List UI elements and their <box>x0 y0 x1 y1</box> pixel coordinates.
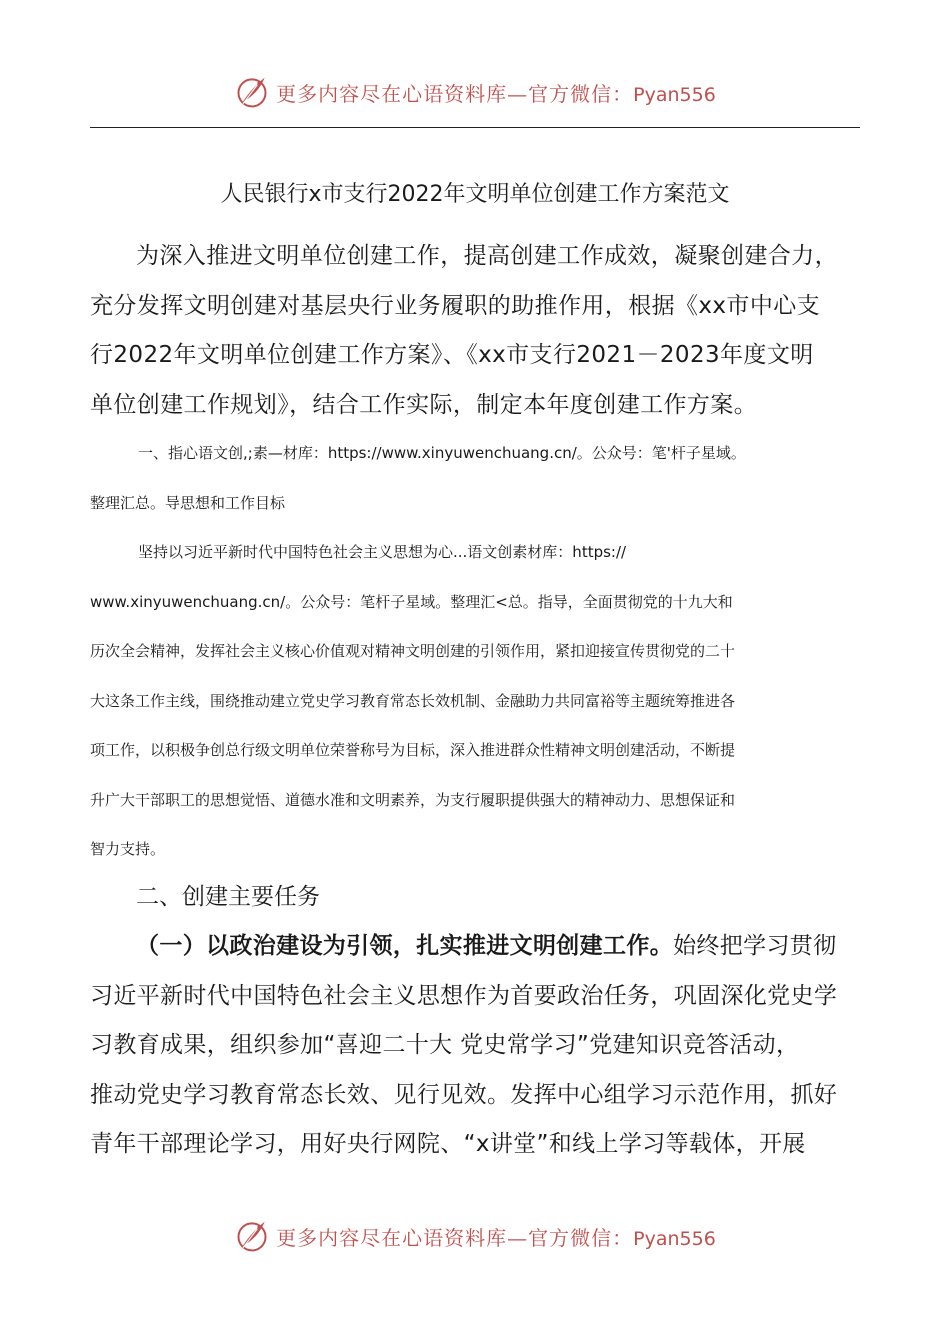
page-title: 人民银行x市支行2022年文明单位创建工作方案范文 <box>220 182 730 207</box>
section1-body-line: 项工作，以积极争创总行级文明单位荣誉称号为目标，深入推进群众性精神文明创建活动，不断提 <box>90 741 736 759</box>
section1-body-line: 智力支持。 <box>90 840 166 858</box>
header-divider <box>90 127 860 128</box>
section1-body-line: 升广大干部职工的思想觉悟、道德水准和文明素养，为支行履职提供强大的精神动力、思想保证和 <box>90 790 736 809</box>
task1-heading: （一）以政治建设为引领，扎实推进文明创建工作。 <box>136 933 674 959</box>
task1-first-line-rest: 始终把学习贯彻 <box>673 933 837 959</box>
banner-text <box>276 1222 716 1251</box>
banner-wechat-id: Pyan556 <box>633 1227 716 1250</box>
task1-first-line <box>90 922 860 972</box>
quill-logo-icon <box>234 1218 270 1254</box>
quill-logo-icon <box>234 74 270 110</box>
banner-wechat-id: Pyan556 <box>633 83 716 106</box>
intro-line: 行2022年文明单位创建工作方案》、《xx市支行2021－2023年度文明 <box>90 342 814 368</box>
section1-body-line: 历次全会精神，发挥社会主义核心价值观对精神文明创建的引领作用，紧扣迎接宣传贯彻党的二十 <box>90 642 736 660</box>
intro-line: 为深入推进文明单位创建工作，提高创建工作成效，凝聚创建合力， <box>136 243 838 269</box>
section1-body-line: 大这条工作主线，围绕推动建立党史学习教育常态长效机制、金融助力共同富裕等主题统筹推进各 <box>90 691 736 710</box>
intro-paragraph <box>90 232 860 430</box>
section1-body <box>90 528 860 875</box>
task1-line: 习教育成果，组织参加“喜迎二十大 党史常学习”党建知识竞答活动， <box>90 1032 800 1058</box>
banner-text-main: 更多内容尽在心语资料库—官方微信： <box>276 81 634 106</box>
banner-text-main: 更多内容尽在心语资料库—官方微信： <box>276 1225 634 1250</box>
task1-line: 推动党史学习教育常态长效、见行见效。发挥中心组学习示范作用，抓好 <box>90 1081 838 1108</box>
task1-paragraph <box>90 922 860 1170</box>
intro-line: 单位创建工作规划》，结合工作实际，制定本年度创建工作方案。 <box>90 391 758 418</box>
footer-banner <box>0 1214 950 1258</box>
banner-text <box>276 78 716 107</box>
section1-body-line: 坚持以习近平新时代中国特色社会主义思想为心...语文创素材库：https:// <box>138 543 627 561</box>
section2-heading <box>90 873 860 923</box>
header-banner <box>0 70 950 114</box>
section1-heading-line: 一、指心语文创,;素—材库：https://www.xinyuwenchuang.cn/。公众号：笔'杆子星域。 <box>138 444 746 462</box>
section1-heading <box>90 429 860 528</box>
section2-heading-text: 二、创建主要任务 <box>136 884 320 910</box>
task1-line: 青年干部理论学习，用好央行网院、“x讲堂”和线上学习等载体，开展 <box>90 1131 806 1157</box>
section1-body-line: www.xinyuwenchuang.cn/。公众号：笔杆子星域。整理汇<总。指导，全面贯彻党的十九大和 <box>90 592 733 611</box>
section1-heading-line: 整理汇总。导思想和工作目标 <box>90 493 286 512</box>
task1-line: 习近平新时代中国特色社会主义思想作为首要政治任务，巩固深化党史学 <box>90 982 838 1009</box>
intro-line: 充分发挥文明创建对基层央行业务履职的助推作用，根据《xx市中心支 <box>90 292 821 319</box>
